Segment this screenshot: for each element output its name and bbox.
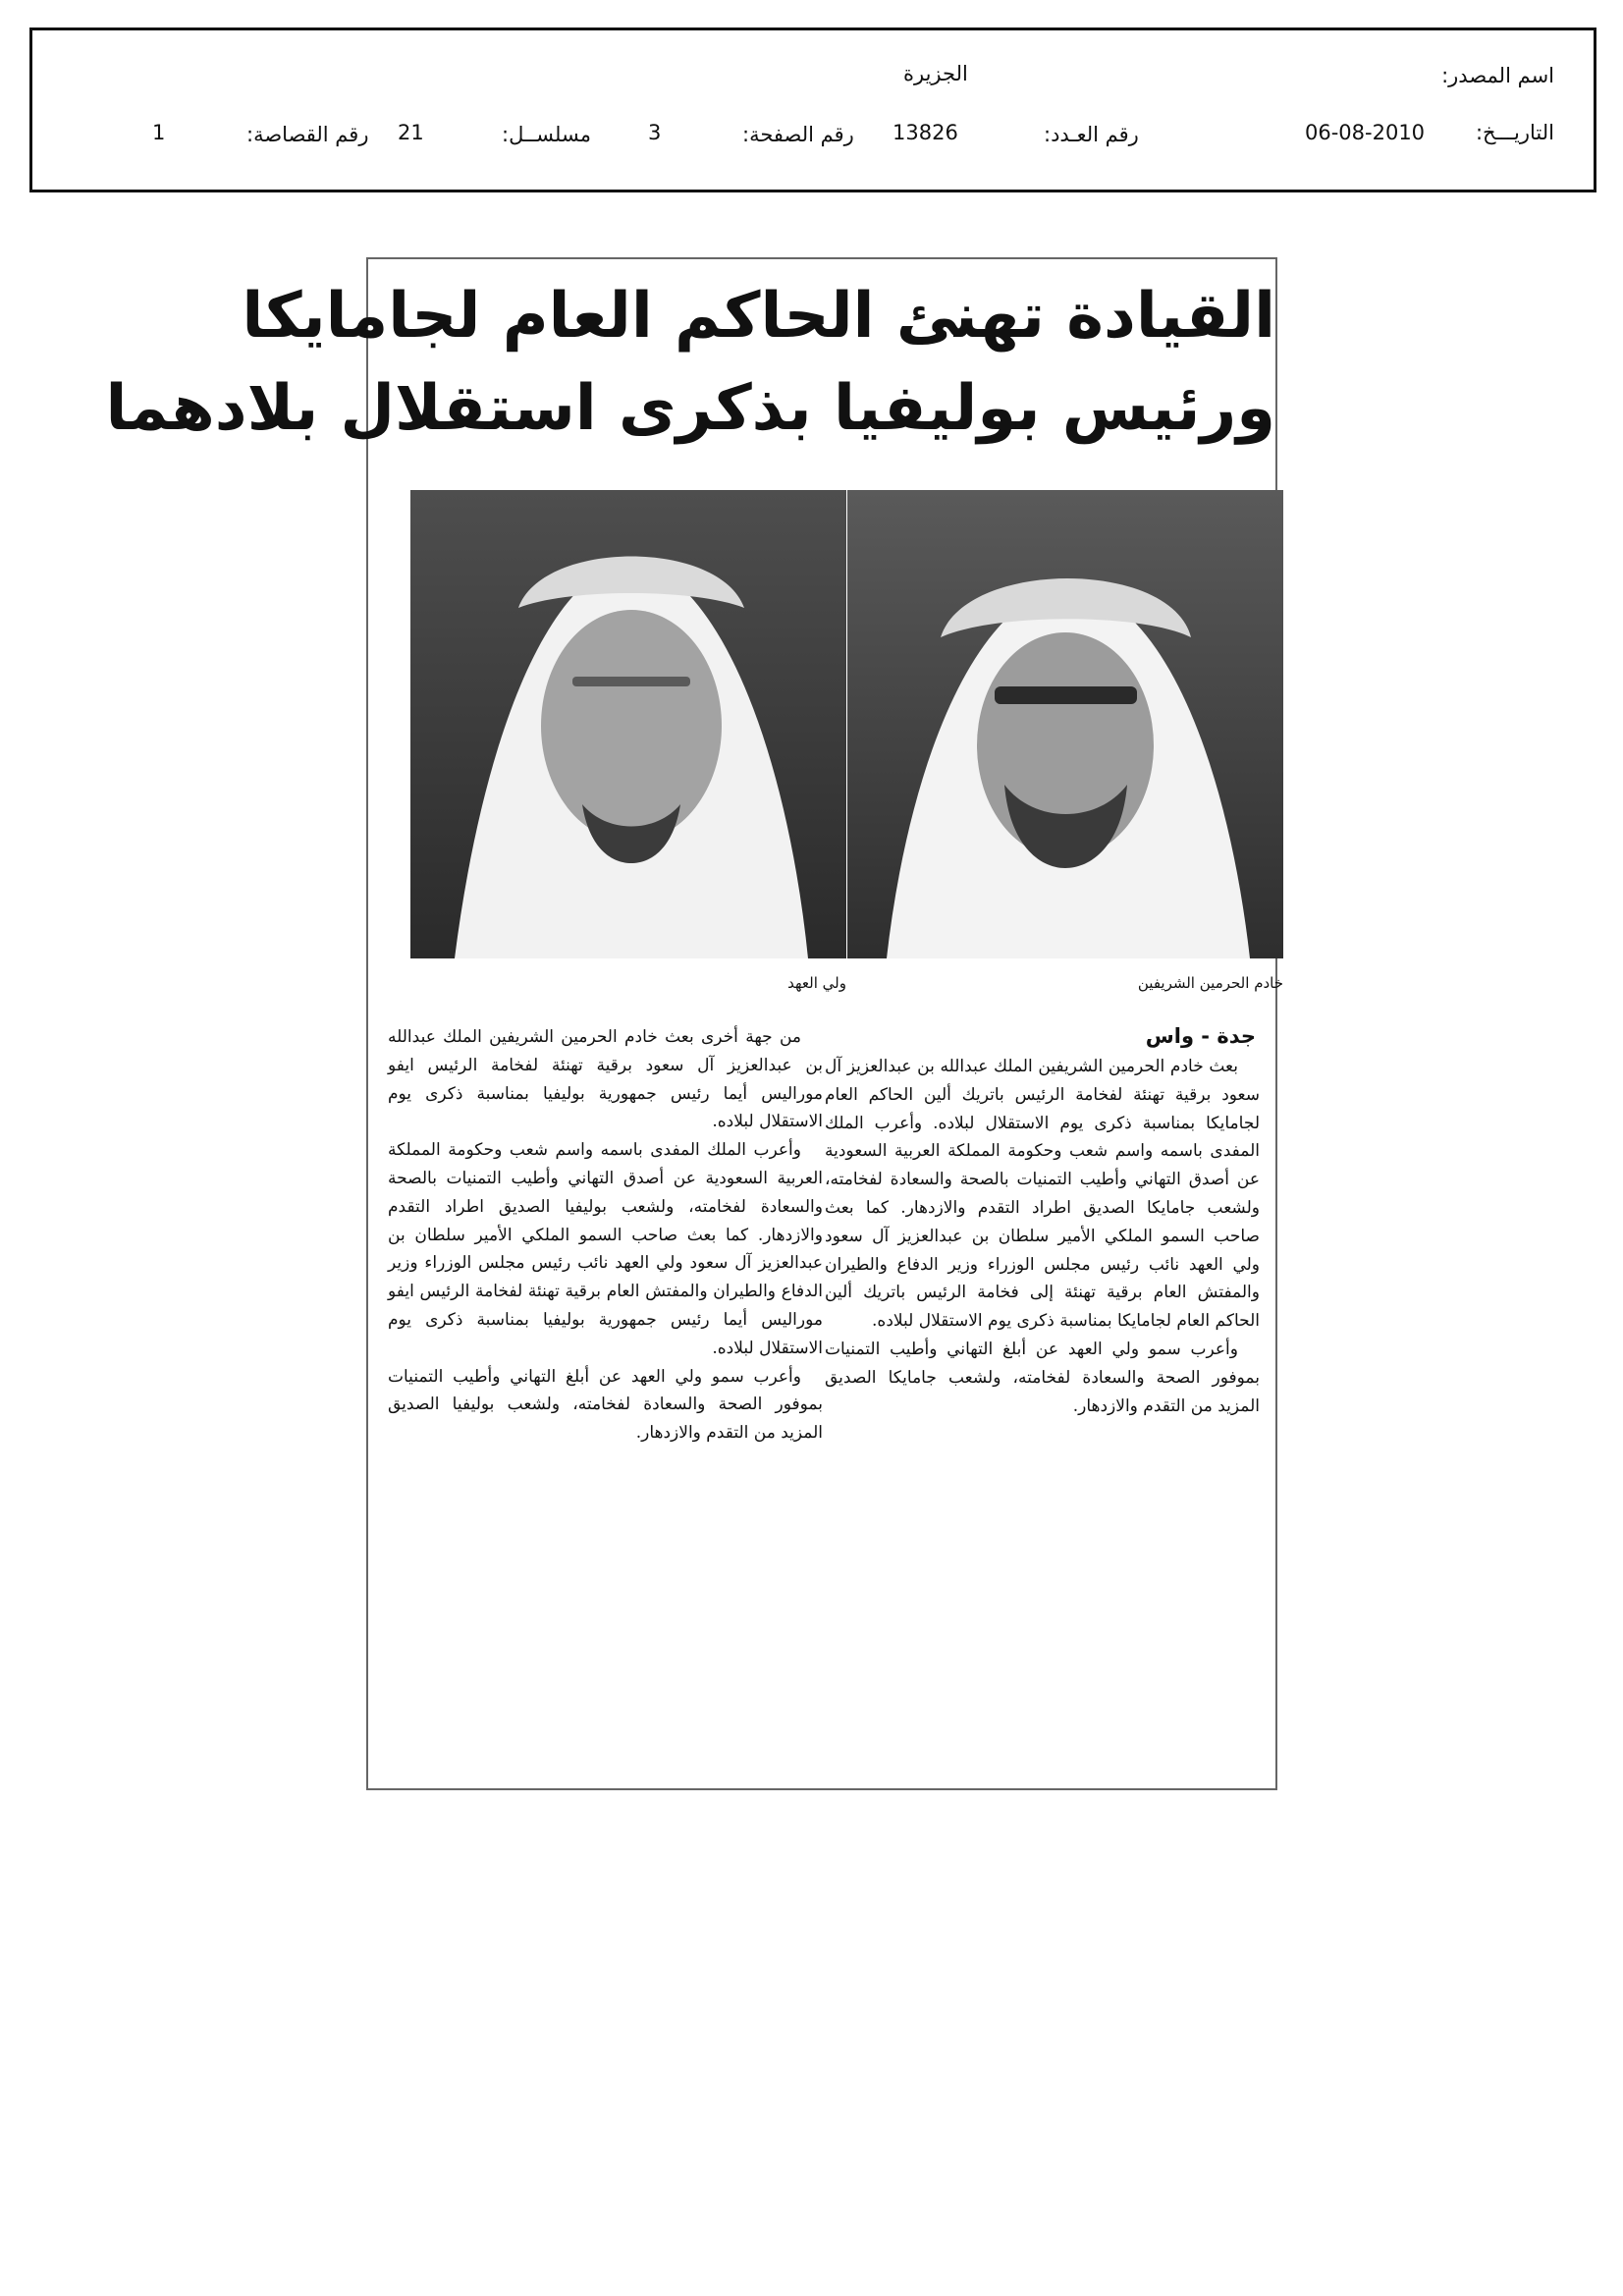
caption-left-photo: ولي العهد — [787, 974, 846, 992]
newspaper-clipping — [105, 257, 1283, 1790]
clipping-label: رقم القصاصة: — [246, 123, 369, 146]
article-column-right — [825, 1053, 1260, 1420]
issue-label: رقم العـدد: — [1044, 123, 1139, 146]
clipping-metadata-box — [29, 27, 1596, 192]
caption-right-photo: خادم الحرمين الشريفين — [1137, 974, 1283, 992]
right-paragraph-2: وأعرب سمو ولي العهد عن أبلغ التهاني وأطيب التمنيات بموفور الصحة والسعادة لفخامته، ولشعب جامايكا الصديق المزيد من التقدم والازدهار. — [825, 1339, 1260, 1416]
left-paragraph-3: وأعرب سمو ولي العهد عن أبلغ التهاني وأطيب التمنيات بموفور الصحة والسعادة لفخامته، ولشعب بوليفيا الصديق المزيد من التقدم والازدهار. — [388, 1366, 823, 1444]
source-value: الجزيرة — [903, 62, 968, 85]
clipping-value: 1 — [152, 121, 166, 144]
dateline: جدة - واس — [1145, 1024, 1256, 1048]
page-value: 3 — [648, 121, 662, 144]
issue-value: 13826 — [893, 121, 958, 144]
date-value: 06-08-2010 — [1305, 121, 1426, 144]
headline-line-2: ورئيس بوليفيا بذكرى استقلال بلادهما — [105, 372, 1275, 445]
left-paragraph-2: وأعرب الملك المفدى باسمه واسم شعب وحكومة المملكة العربية السعودية عن أصدق التهاني وأطيب التمنيات بالصحة والسعادة لفخامته، ولشعب بوليفيا الصديق اطراد التقدم والازدهار. كما بعث صاحب السمو الملكي الأمير سلطان بن عبدالعزيز آل سعود ولي العهد نائب رئيس مجلس الوزراء وزير الدفاع والطيران والمفتش العام برقية تهنئة لفخامة الرئيس ايفو موراليس أيما رئيس جمهورية بوليفيا بمناسبة ذكرى يوم الاستقلال لبلاده. — [388, 1140, 823, 1358]
headline-line-1: القيادة تهنئ الحاكم العام لجامايكا — [242, 280, 1275, 353]
photo-crown-prince — [410, 490, 846, 958]
serial-value: 21 — [398, 121, 424, 144]
right-paragraph-1: بعث خادم الحرمين الشريفين الملك عبدالله بن عبدالعزيز آل سعود برقية تهنئة لفخامة الرئيس باتريك ألين الحاكم العام لجامايكا بمناسبة ذكرى يوم الاستقلال لبلاده. وأعرب الملك المفدى باسمه واسم شعب وحكومة المملكة العربية السعودية عن أصدق التهاني وأطيب التمنيات بالصحة والسعادة لفخامته، ولشعب جامايكا الصديق اطراد التقدم والازدهار. كما بعث صاحب السمو الملكي الأمير سلطان بن عبدالعزيز آل سعود ولي العهد نائب رئيس مجلس الوزراء وزير الدفاع والطيران والمفتش العام برقية تهنئة إلى فخامة الرئيس باتريك ألين الحاكم العام لجامايكا بمناسبة ذكرى يوم الاستقلال لبلاده. — [825, 1057, 1260, 1332]
date-label: التاريـــخ: — [1475, 121, 1554, 144]
page-label: رقم الصفحة: — [742, 123, 854, 146]
serial-label: مسلســل: — [502, 123, 591, 146]
left-paragraph-1: من جهة أخرى بعث خادم الحرمين الشريفين الملك عبدالله بن عبدالعزيز آل سعود برقية تهنئة لفخامة الرئيس ايفو موراليس أيما رئيس جمهورية بوليفيا بمناسبة ذكرى يوم الاستقلال لبلاده. — [388, 1027, 823, 1132]
photo-custodian-two-holy-mosques — [847, 490, 1283, 958]
source-label: اسم المصدر: — [1441, 64, 1554, 87]
article-column-left — [388, 1023, 823, 1448]
